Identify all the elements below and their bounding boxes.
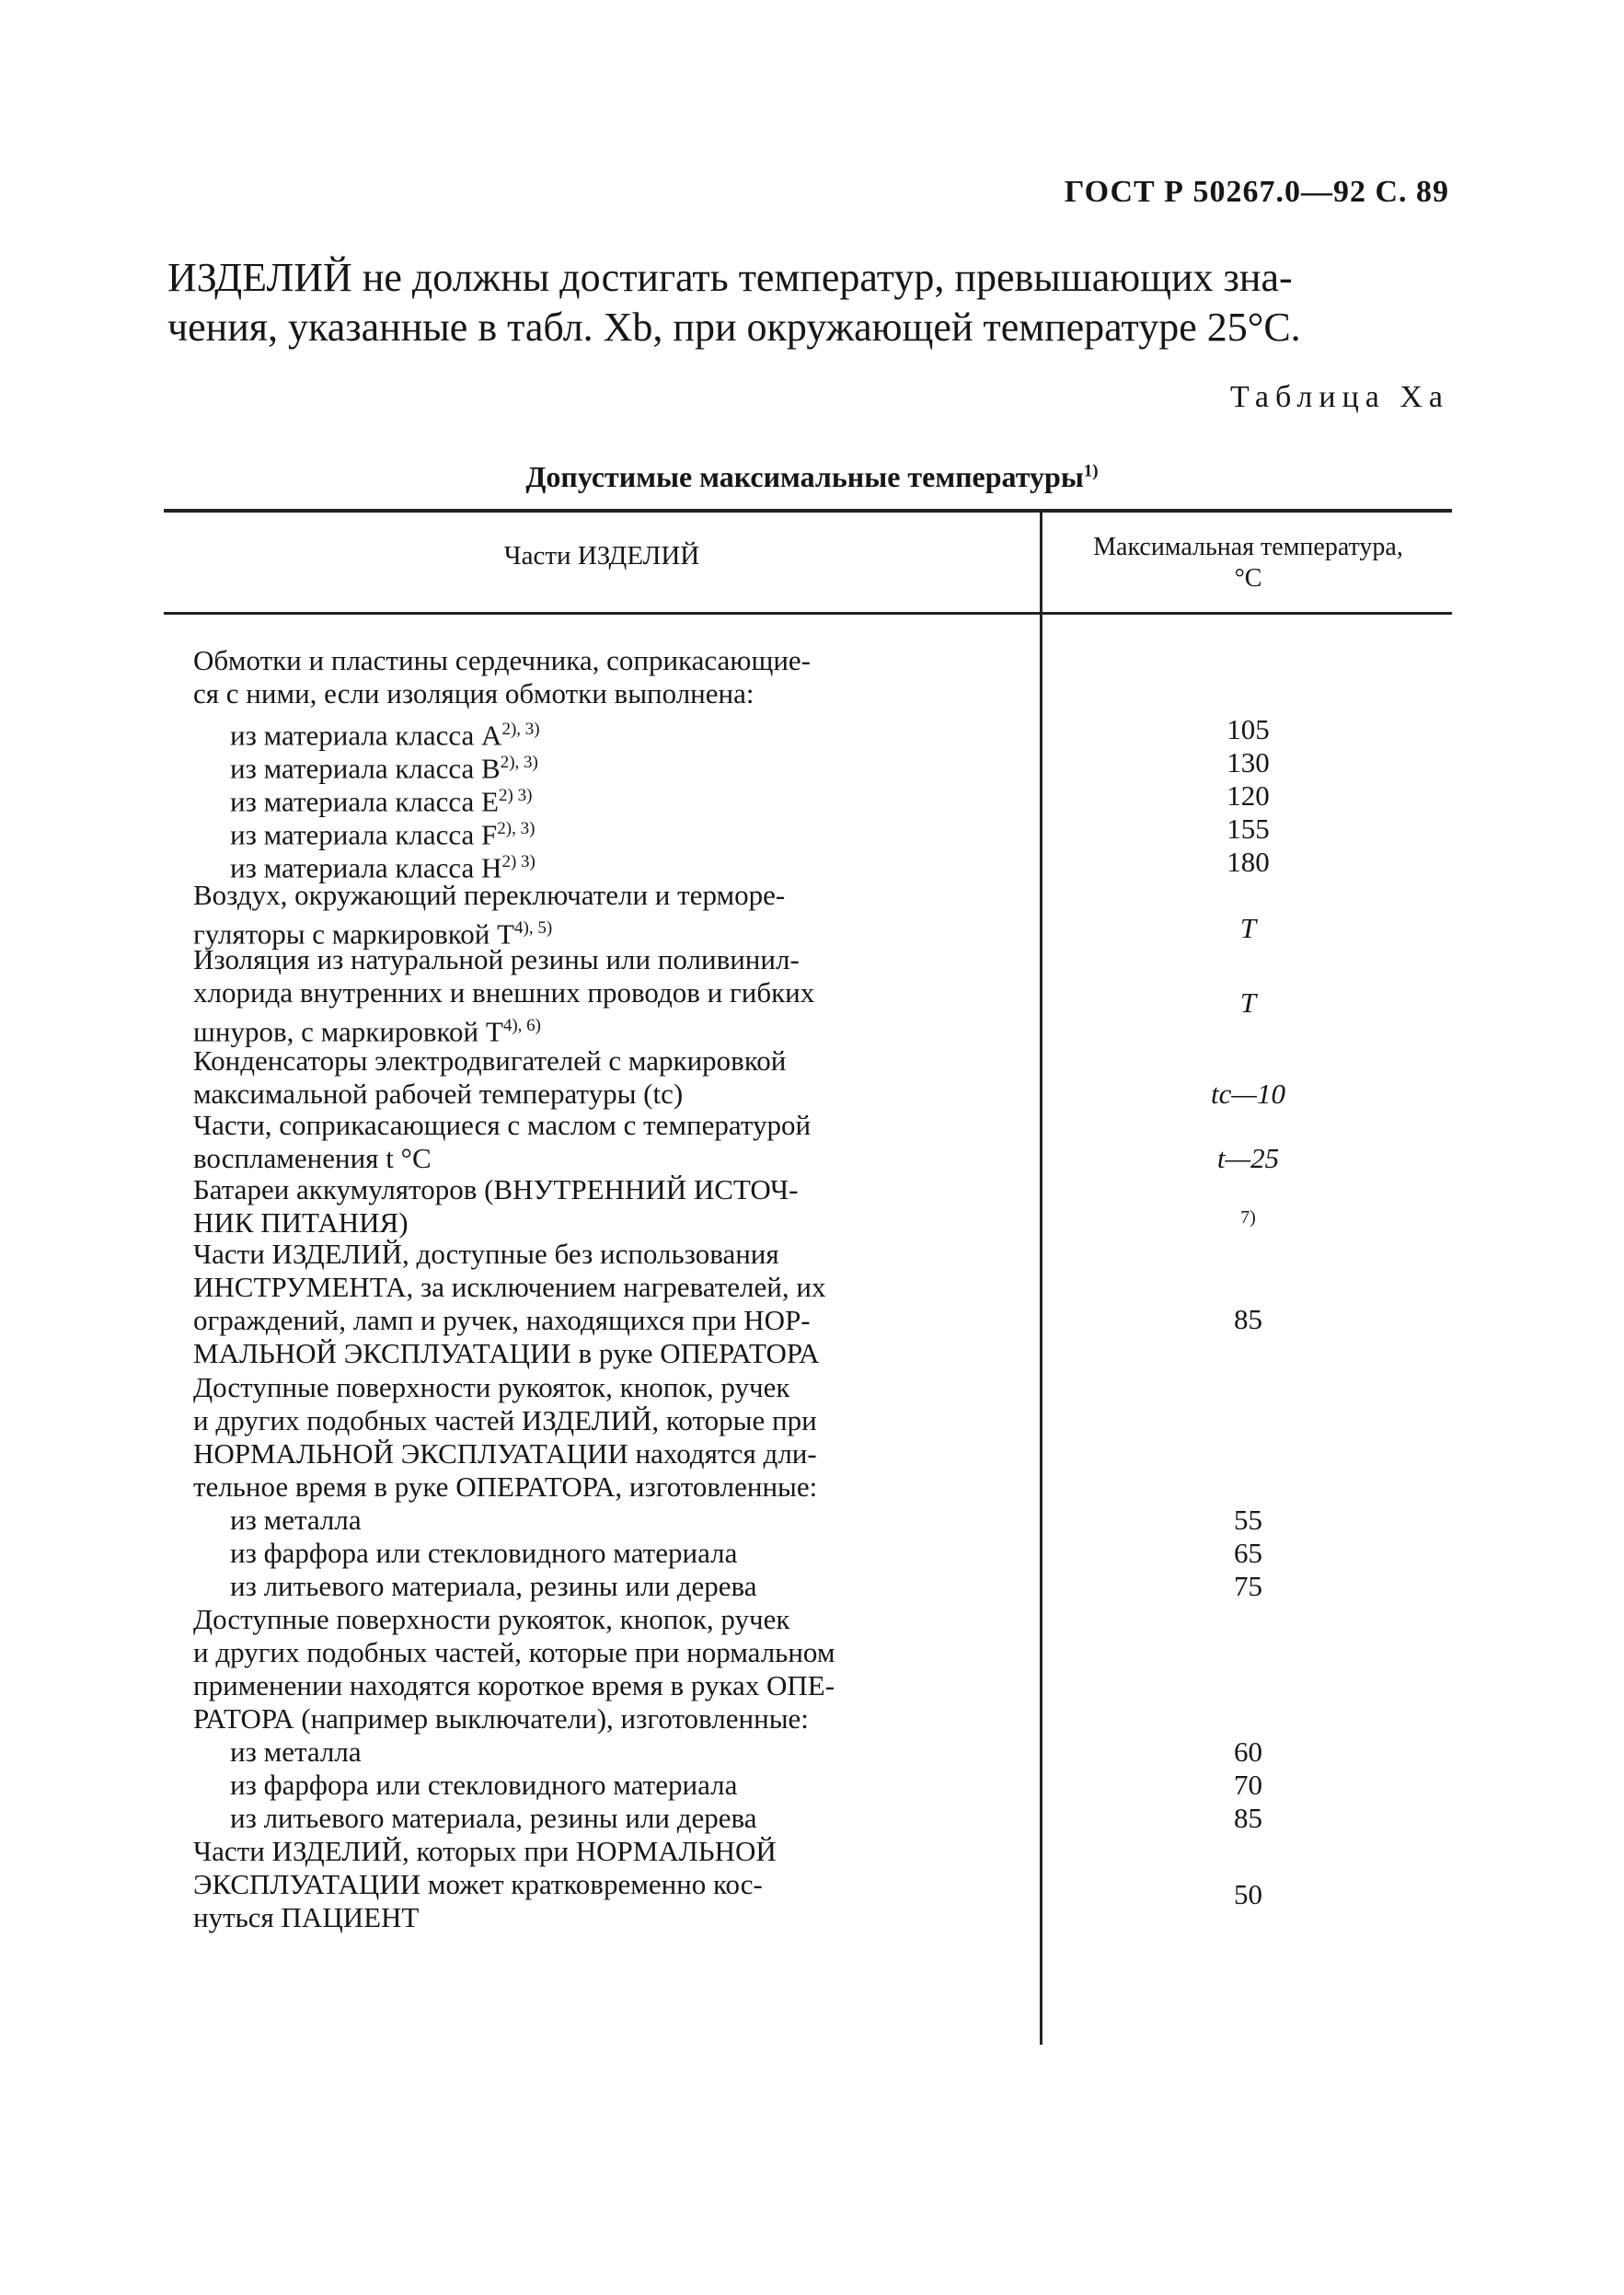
table-row-parts: [230, 1504, 1035, 1537]
table-row-text-line: применении находятся короткое время в руках ОПЕ-: [193, 1669, 835, 1701]
table-row-max-temperature: 85: [1234, 1303, 1262, 1335]
footnote-marker: 2), 3): [501, 720, 540, 739]
table-label: Таблица Ха: [1229, 380, 1449, 414]
table-row-text-line: из материала класса $H^{2) 3)}$: [230, 851, 536, 884]
footnote-marker: 4), 5): [514, 918, 553, 938]
table-row-text-line: из материала класса $F^{2), 3)}$: [230, 818, 536, 851]
table-row-text-line: из фарфора или стекловидного материала: [230, 1769, 738, 1801]
table-row-text-line: воспламенения t °С: [193, 1142, 432, 1174]
table-row-max-temperature: T: [1239, 912, 1257, 944]
table-row-max-temperature: 55: [1234, 1504, 1262, 1536]
column-header-parts: Части ИЗДЕЛИЙ: [503, 541, 700, 571]
table-row-max-temperature: 130: [1227, 746, 1270, 778]
column-header-temperature: [1044, 532, 1452, 594]
table-row-parts: [230, 1537, 1035, 1570]
table-row-text-line: максимальной рабочей температуры (tc): [193, 1078, 684, 1110]
table-row-text-line: из материала класса $B^{2), 3)}$: [230, 752, 538, 785]
table-row-parts: [193, 943, 998, 1048]
table-row-text-line: хлорида внутренних и внешних проводов и гибких: [193, 976, 815, 1009]
intro-line-1: ИЗДЕЛИЙ не должны достигать температур, превышающих зна-: [167, 255, 1293, 300]
table-row-parts: [193, 1603, 998, 1736]
table-row-text-line: из фарфора или стекловидного материала: [230, 1537, 738, 1569]
table-row-max-temperature: 70: [1234, 1769, 1262, 1801]
table-row-text-line: Доступные поверхности рукояток, кнопок, ручек: [193, 1371, 790, 1403]
table-row-max-temperature: 75: [1234, 1570, 1262, 1602]
table-row-max-temperature: 85: [1234, 1802, 1262, 1834]
table-row-max-temperature: 155: [1227, 813, 1270, 845]
table-row-max-temperature: t—25: [1216, 1142, 1280, 1174]
column-header-temperature-line-1: Максимальная температура,: [1093, 533, 1403, 561]
table-row-text-line: нуться ПАЦИЕНТ: [193, 1901, 420, 1933]
table-row-text-line: из литьевого материала, резины или дерева: [230, 1570, 757, 1602]
table-row-text-line: ЭКСПЛУАТАЦИИ может кратковременно кос-: [193, 1868, 763, 1900]
table-row-text-line: и других подобных частей ИЗДЕЛИЙ, которые при: [193, 1404, 817, 1436]
table-row-text-line: Батареи аккумуляторов (ВНУТРЕННИЙ ИСТОЧ-: [193, 1173, 799, 1205]
footnote-marker: 2) 3): [501, 852, 536, 871]
table-row-parts: [193, 1835, 998, 1934]
table-row-parts: [193, 1044, 998, 1111]
table-row-max-temperature: 60: [1234, 1736, 1262, 1768]
table-row-text-line: РАТОРА (например выключатели), изготовленные:: [193, 1702, 809, 1735]
table-row-text-line: из металла: [230, 1736, 362, 1768]
table-row-max-temperature: tc—10: [1211, 1078, 1285, 1110]
intro-paragraph: [167, 253, 1456, 352]
table-top-rule: [164, 509, 1452, 513]
intro-line-2: чения, указанные в табл. Xb, при окружающей температуре 25°С.: [167, 305, 1301, 350]
table-row-parts: [193, 1238, 998, 1370]
table-row-parts: [193, 1371, 998, 1504]
table-row-text-line: Воздух, окружающий переключатели и терморе-: [193, 879, 786, 911]
table-column-divider: [1040, 513, 1042, 2045]
table-row-text-line: ся с ними, если изоляция обмотки выполнена:: [193, 677, 754, 709]
table-title-text: Допустимые максимальные температуры: [525, 460, 1084, 493]
table-row-text-line: НОРМАЛЬНОЙ ЭКСПЛУАТАЦИИ находятся дли-: [193, 1437, 817, 1470]
table-row-parts: [230, 1802, 1035, 1835]
table-row-max-temperature: T: [1239, 986, 1257, 1019]
table-row-parts: [193, 1173, 998, 1240]
footnote-marker: 2), 3): [500, 753, 538, 772]
table-row-text-line: Части ИЗДЕЛИЙ, доступные без использования: [193, 1238, 779, 1270]
table-header-rule: [164, 612, 1452, 615]
table-row-text-line: НИК ПИТАНИЯ): [193, 1206, 409, 1239]
column-header-temperature-line-2: °С: [1234, 564, 1262, 593]
table-row-text-line: Доступные поверхности рукояток, кнопок, ручек: [193, 1603, 790, 1635]
document-reference: ГОСТ Р 50267.0—92 С. 89: [1064, 175, 1449, 209]
table-title: [0, 460, 1624, 494]
table-row-parts: [230, 1736, 1035, 1769]
table-row-text-line: Конденсаторы электродвигателей с маркировкой: [193, 1044, 787, 1077]
table-row-max-temperature: 65: [1234, 1537, 1262, 1569]
footnote-marker: 2) 3): [499, 786, 533, 805]
footnote-marker: 2), 3): [497, 819, 536, 838]
footnote-marker: 4), 6): [502, 1016, 541, 1035]
table-row-text-line: из литьевого материала, резины или дерева: [230, 1802, 757, 1834]
table-row-parts: [193, 644, 998, 710]
table-row-max-temperature: 50: [1234, 1878, 1262, 1910]
table-row-text-line: ИНСТРУМЕНТА, за исключением нагревателей, их: [193, 1271, 826, 1303]
table-row-text-line: Части, соприкасающиеся с маслом с температурой: [193, 1109, 812, 1141]
table-row-max-temperature: 105: [1227, 713, 1270, 745]
table-row-text-line: шнуров, с маркировкой $T^{4), 6)}$: [193, 1015, 541, 1048]
table-title-footnote: 1): [1083, 461, 1099, 481]
table-row-parts: [230, 1769, 1035, 1802]
table-row-text-line: Части ИЗДЕЛИЙ, которых при НОРМАЛЬНОЙ: [193, 1835, 777, 1867]
table-row-parts: [193, 1109, 998, 1175]
table-row-text-line: Изоляция из натуральной резины или поливинил-: [193, 943, 800, 975]
table-row-text-line: из материала класса $A^{2), 3)}$: [230, 719, 540, 752]
table-row-parts: [193, 879, 998, 951]
table-row-text-line: гуляторы с маркировкой $T^{4), 5)}$: [193, 917, 553, 951]
table-row-max-temperature: 120: [1227, 779, 1270, 812]
table-row-text-line: Обмотки и пластины сердечника, соприкасающие-: [193, 644, 811, 676]
table-row-text-line: ограждений, ламп и ручек, находящихся при НОР-: [193, 1304, 811, 1336]
table-row-max-temperature: 180: [1227, 846, 1270, 878]
table-row-text-line: из материала класса $E^{2) 3)}$: [230, 785, 533, 818]
table-row-parts: [230, 1570, 1035, 1603]
table-row-max-temperature: 7): [1240, 1207, 1256, 1228]
table-row-text-line: МАЛЬНОЙ ЭКСПЛУАТАЦИИ в руке ОПЕРАТОРА: [193, 1337, 820, 1369]
table-row-text-line: и других подобных частей, которые при нормальном: [193, 1636, 835, 1668]
table-row-text-line: из металла: [230, 1504, 362, 1536]
table-row-text-line: тельное время в руке ОПЕРАТОРА, изготовленные:: [193, 1470, 818, 1503]
